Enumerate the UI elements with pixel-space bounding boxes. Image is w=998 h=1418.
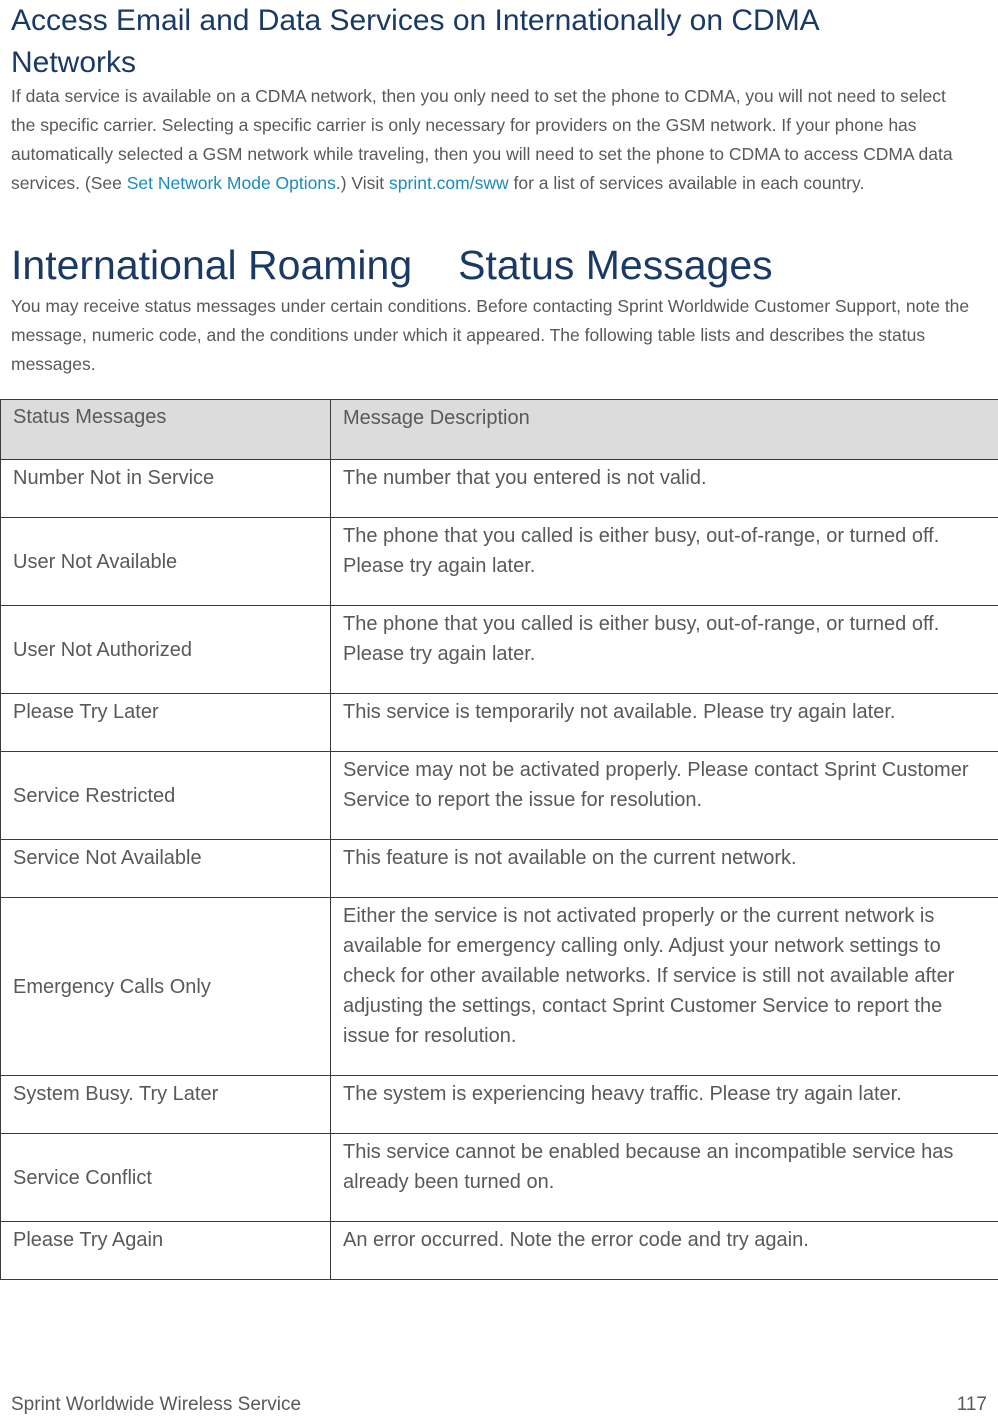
status-message-cell: System Busy. Try Later	[1, 1076, 331, 1134]
status-message-cell: Service Conflict	[1, 1134, 331, 1222]
footer-title: Sprint Worldwide Wireless Service	[11, 1394, 302, 1415]
status-intro-paragraph: You may receive status messages under certain conditions. Before contacting Sprint Worldwide Customer Support, note the message, numeric code, and the conditions under which it appeared. The following table lists and describes the status messages.	[11, 296, 970, 374]
message-description-cell: The phone that you called is either busy, out-of-range, or turned off. Please try again later.	[331, 606, 998, 694]
status-message-cell: Number Not in Service	[1, 460, 331, 518]
chapter-heading	[11, 238, 971, 292]
message-description-cell: The number that you entered is not valid.	[331, 460, 998, 518]
chapter-heading-part1: International Roaming	[11, 242, 413, 288]
status-message-cell: User Not Available	[1, 518, 331, 606]
table-row	[1, 752, 998, 840]
section-heading-line1: Access Email and Data Services on Internationally on CDMA	[11, 4, 820, 37]
sprint-sww-link[interactable]: sprint.com/sww	[389, 173, 509, 193]
message-description-cell: An error occurred. Note the error code and try again.	[331, 1222, 998, 1280]
status-message-cell: Emergency Calls Only	[1, 898, 331, 1076]
status-message-cell: Service Restricted	[1, 752, 331, 840]
section-heading-line2: Networks	[11, 46, 137, 79]
page-number: 117	[956, 1394, 987, 1415]
table-row	[1, 1222, 998, 1280]
status-message-cell: Please Try Again	[1, 1222, 331, 1280]
intro-text-3: for a list of services available in each country.	[508, 173, 865, 193]
message-description-cell: The system is experiencing heavy traffic. Please try again later.	[331, 1076, 998, 1134]
intro-text-1: If data service is available on a CDMA network, then you only need to set the phone to CDMA, you will not need to select the specific carrier. Selecting a specific carrier is only necessary for providers on the GSM network. If your phone has automatically selected a GSM network while traveling, then you will need to set the phone to CDMA to access CDMA data services. (See	[11, 86, 953, 193]
table-row	[1, 606, 998, 694]
status-message-cell: Please Try Later	[1, 694, 331, 752]
table-row	[1, 1134, 998, 1222]
chapter-heading-part2: Status Messages	[458, 242, 773, 288]
status-message-cell: User Not Authorized	[1, 606, 331, 694]
intro-paragraph	[11, 82, 971, 198]
table-row	[1, 694, 998, 752]
set-network-mode-link[interactable]: Set Network Mode Options	[126, 173, 336, 193]
status-messages-table	[0, 399, 998, 1280]
message-description-cell: Either the service is not activated properly or the current network is available for emergency calling only. Adjust your network settings to check for other available networks. If service is still not available after adjusting the settings, contact Sprint Customer Service to report the issue for resolution.	[331, 898, 998, 1076]
table-row	[1, 518, 998, 606]
section-heading	[11, 0, 971, 84]
table-header-row	[1, 400, 998, 460]
message-description-cell: This service is temporarily not available. Please try again later.	[331, 694, 998, 752]
table-row	[1, 840, 998, 898]
status-message-cell: Service Not Available	[1, 840, 331, 898]
message-description-cell: Service may not be activated properly. Please contact Sprint Customer Service to report the issue for resolution.	[331, 752, 998, 840]
header-status-messages: Status Messages	[1, 400, 331, 460]
table-row	[1, 1076, 998, 1134]
message-description-cell: This feature is not available on the current network.	[331, 840, 998, 898]
message-description-cell: This service cannot be enabled because an incompatible service has already been turned on.	[331, 1134, 998, 1222]
table-row	[1, 460, 998, 518]
intro-text-2: .) Visit	[335, 173, 390, 193]
header-message-description: Message Description	[331, 400, 998, 460]
table-row	[1, 898, 998, 1076]
message-description-cell: The phone that you called is either busy, out-of-range, or turned off. Please try again later.	[331, 518, 998, 606]
